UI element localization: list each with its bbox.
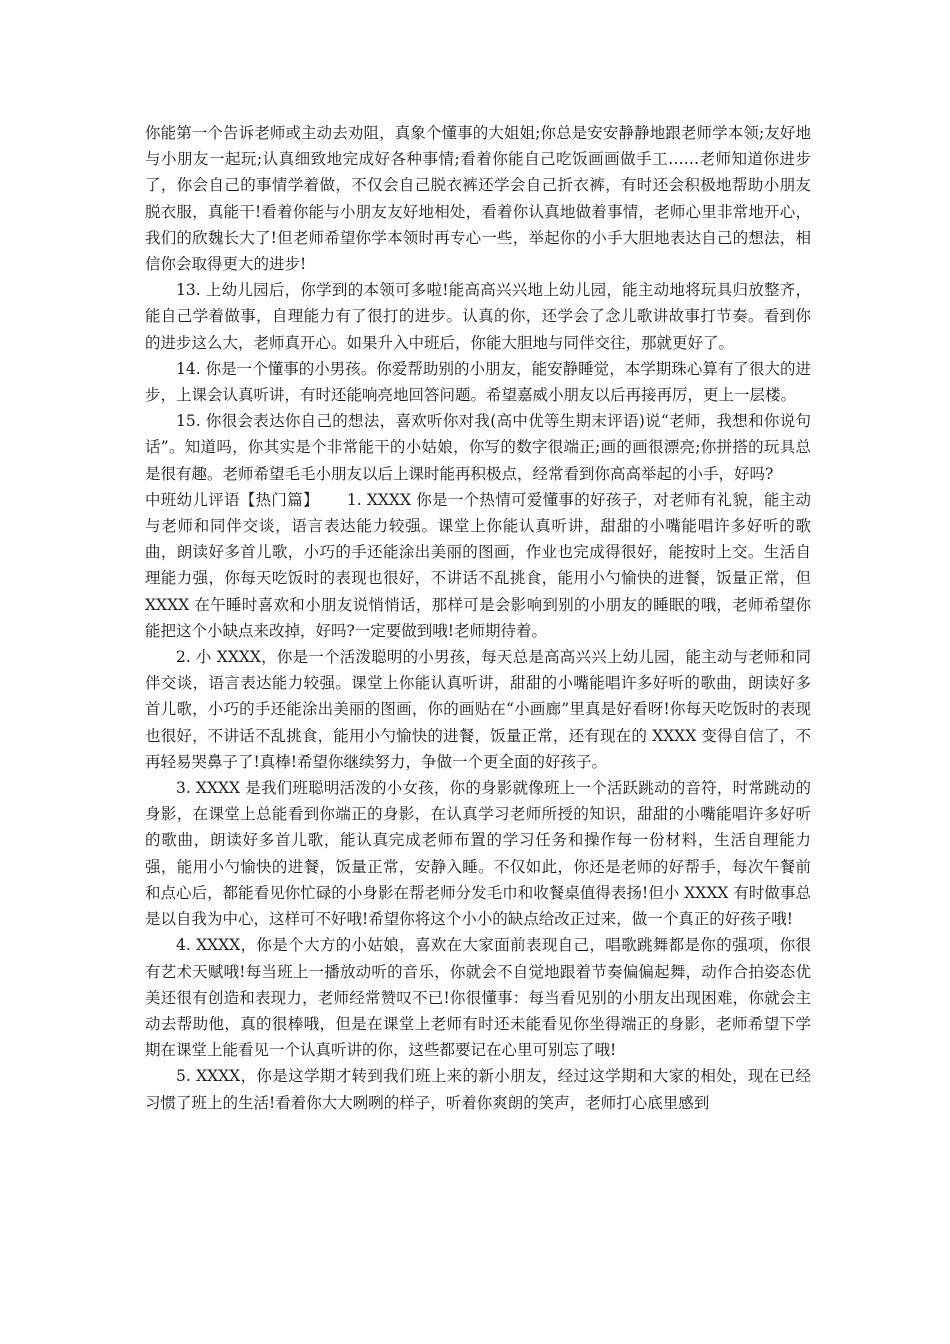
section-item-1: 1. XXXX 你是一个热情可爱懂事的好孩子，对老师有礼貌，能主动与老师和同伴交谈，语言表达能力较强。课堂上你能认真听讲，甜甜的小嘴能唱许多好听的歌曲，朗读好多首儿歌，小巧的手还能涂出美丽的图画，作业也完成得很好，能按时上交。生活自理能力强，你每天吃饭时的表现也很好，不讲话不乱挑食，能用小勺愉快的进餐，饭量正常，但 XXXX 在午睡时喜欢和小朋友说悄悄话，那样可是会影响到别的小朋友的睡眠的哦，老师希望你能把这个小缺点来改掉，好吗?一定要做到哦!老师期待着。 bbox=[145, 490, 811, 640]
paragraph-continuation: 你能第一个告诉老师或主动去劝阻，真象个懂事的大姐姐;你总是安安静静地跟老师学本领;友好地与小朋友一起玩;认真细致地完成好各种事情;看着你能自己吃饭画画做手工……老师知道你进步了，你会自己的事情学着做，不仅会自己脱衣裤还学会自己折衣裤，有时还会积极地帮助小朋友脱衣服，真能干!看着你能与小朋友友好地相处，看着你认真地做着事情，老师心里非常地开心，我们的欣魏长大了!但老师希望你学本领时再专心一些，举起你的小手大胆地表达自己的想法，相信你会取得更大的进步! bbox=[145, 124, 811, 274]
section-heading: 中班幼儿评语【热门篇】 bbox=[145, 490, 319, 509]
paragraph-item-14: 14. 你是一个懂事的小男孩。你爱帮助别的小朋友，能安静睡觉，本学期珠心算有了很大的进步，上课会认真听讲，有时还能响亮地回答问题。希望嘉威小朋友以后再接再厉，更上一层楼。 bbox=[145, 359, 811, 405]
paragraph-item-2: 2. 小 XXXX，你是一个活泼聪明的小男孩，每天总是高高兴兴上幼儿园，能主动与老师和同伴交谈，语言表达能力较强。课堂上你能认真听讲，甜甜的小嘴能唱许多好听的歌曲，朗读好多首儿歌，小巧的手还能涂出美丽的图画，你的画贴在“小画廊”里真是好看呀!你每天吃饭时的表现也很好，不讲话不乱挑食，能用小勺愉快的进餐，饭量正常，还有现在的 XXXX 变得自信了，不再轻易哭鼻子了!真棒!希望你继续努力，争做一个更全面的好孩子。 bbox=[145, 648, 811, 771]
paragraph-item-4: 4. XXXX，你是个大方的小姑娘，喜欢在大家面前表现自己，唱歌跳舞都是你的强项，你很有艺术天赋哦!每当班上一播放动听的音乐，你就会不自觉地跟着节奏偏偏起舞，动作合拍姿态优美还很有创造和表现力，老师经常赞叹不已!你很懂事：每当看见别的小朋友出现困难，你就会主动去帮助他，真的很棒哦，但是在课堂上老师有时还未能看见你坐得端正的身影，老师希望下学期在课堂上能看见一个认真听讲的你，这些都要记在心里可别忘了哦! bbox=[145, 936, 811, 1060]
paragraph-item-15: 15. 你很会表达你自己的想法，喜欢听你对我(高中优等生期末评语)说“老师，我想和你说句话”。知道吗，你其实是个非常能干的小姑娘，你写的数字很端正;画的画很漂亮;你拼搭的玩具总是很有趣。老师希望毛毛小朋友以后上课时能再积极点，经常看到你高高举起的小手，好吗? bbox=[145, 412, 811, 483]
document-page bbox=[145, 120, 811, 1116]
paragraph-item-3: 3. XXXX 是我们班聪明活泼的小女孩，你的身影就像班上一个活跃跳动的音符，时常跳动的身影，在课堂上总能看到你端正的身影，在认真学习老师所授的知识，甜甜的小嘴能唱许多好听的歌曲，朗读好多首儿歌，能认真完成老师布置的学习任务和操作每一份材料，生活自理能力强，能用小勺愉快的进餐，饭量正常，安静入睡。不仅如此，你还是老师的好帮手，每次午餐前和点心后，都能看见你忙碌的小身影在帮老师分发毛巾和收餐桌值得表扬!但小 XXXX 有时做事总是以自我为中心，这样可不好哦!希望你将这个小小的缺点给改正过来，做一个真正的好孩子哦! bbox=[145, 779, 811, 929]
paragraph-item-13: 13. 上幼儿园后，你学到的本领可多啦!能高高兴兴地上幼儿园，能主动地将玩具归放整齐，能自己学着做事，自理能力有了很打的进步。认真的你，还学会了念儿歌讲故事打节奏。看到你的进步这么大，老师真开心。如果升入中班后，你能大胆地与同伴交往，那就更好了。 bbox=[145, 281, 811, 352]
paragraph-item-5: 5. XXXX，你是这学期才转到我们班上来的新小朋友，经过这学期和大家的相处，现在已经习惯了班上的生活!看着你大大咧咧的样子，听着你爽朗的笑声，老师打心底里感到 bbox=[145, 1067, 811, 1112]
section-paragraph bbox=[145, 487, 811, 644]
